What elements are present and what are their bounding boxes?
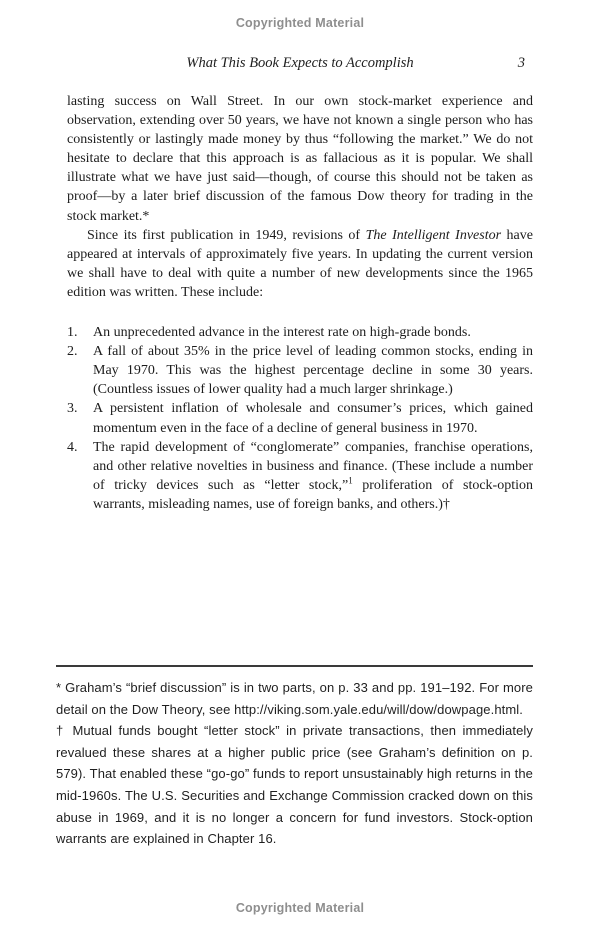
list-item-4 bbox=[67, 438, 533, 514]
copyright-banner-top: Copyrighted Material bbox=[235, 16, 365, 30]
list-item-3 bbox=[67, 399, 533, 437]
running-head-title: What This Book Expects to Accomplish bbox=[186, 55, 414, 71]
body-text-column bbox=[67, 92, 533, 514]
book-title-italic: The Intelligent Investor bbox=[365, 227, 502, 243]
list-item-4-text-post: proliferation of stock-option warrants, misleading names, use of foreign banks, and others.)† bbox=[93, 477, 533, 512]
list-item-4-footnote-ref: 1 bbox=[348, 475, 353, 486]
list-item-2-number: 2. bbox=[67, 344, 78, 360]
list-item-1-number: 1. bbox=[67, 325, 78, 341]
list-item-1 bbox=[67, 323, 533, 342]
footnote-section bbox=[56, 665, 533, 850]
running-head-row bbox=[67, 55, 533, 73]
page-number: 3 bbox=[517, 55, 525, 71]
list-item-2-text: A fall of about 35% in the price level of leading common stocks, ending in May 1970. This was the highest percentage decline in some 30 years. (Countless issues of lower quality had a much larger shrinkage.) bbox=[93, 344, 533, 398]
paragraph-2-pre: Since its first publication in 1949, revisions of bbox=[87, 227, 366, 243]
copyright-banner-bottom: Copyrighted Material bbox=[235, 901, 365, 915]
paragraph-2 bbox=[67, 226, 533, 302]
list-item-3-number: 3. bbox=[67, 401, 78, 417]
list-item-4-text: The rapid development of “conglomerate” companies, franchise operations, and other relative novelties in business and finance. (These include a number of tricky devices such as “letter stock,” bbox=[93, 439, 533, 493]
list-item-1-text: An unprecedented advance in the interest rate on high-grade bonds. bbox=[93, 325, 471, 341]
footnote-dagger: † Mutual funds bought “letter stock” in private transactions, then immediately revalued these shares at a higher public price (see Graham’s definition on p. 579). That enabled these “go-go” funds to report unsustainably high returns in the mid-1960s. The U.S. Securities and Exchange Commission cracked down on this abuse in 1969, and it is no longer a concern for fund investors. Stock-option warrants are explained in Chapter 16. bbox=[56, 723, 533, 847]
list-item-4-number: 4. bbox=[67, 439, 78, 455]
list-item-3-text: A persistent inflation of wholesale and consumer’s prices, which gained momentum even in the face of a decline of general business in 1970. bbox=[93, 401, 533, 436]
paragraph-2-post: have appeared at intervals of approximately five years. In updating the current version we shall have to deal with quite a number of new developments since the 1965 edition was written. These include: bbox=[67, 227, 533, 300]
paragraph-1: lasting success on Wall Street. In our own stock-market experience and observation, extending over 50 years, we have not known a single person who has consistently or lastingly made money by thus “following the market.” We do not hesitate to declare that this approach is as fallacious as it is popular. We shall illustrate what we have just said—though, of course this should not be taken as proof—by a later brief discussion of the famous Dow theory for trading in the stock market.* bbox=[67, 94, 533, 224]
footnote-asterisk: * Graham’s “brief discussion” is in two parts, on p. 33 and pp. 191–192. For more detail on the Dow Theory, see http://viking.som.yale.edu/will/dow/dowpage.html. bbox=[56, 680, 533, 717]
footnote-rule bbox=[56, 665, 533, 667]
list-item-2 bbox=[67, 342, 533, 399]
numbered-list bbox=[67, 323, 533, 514]
